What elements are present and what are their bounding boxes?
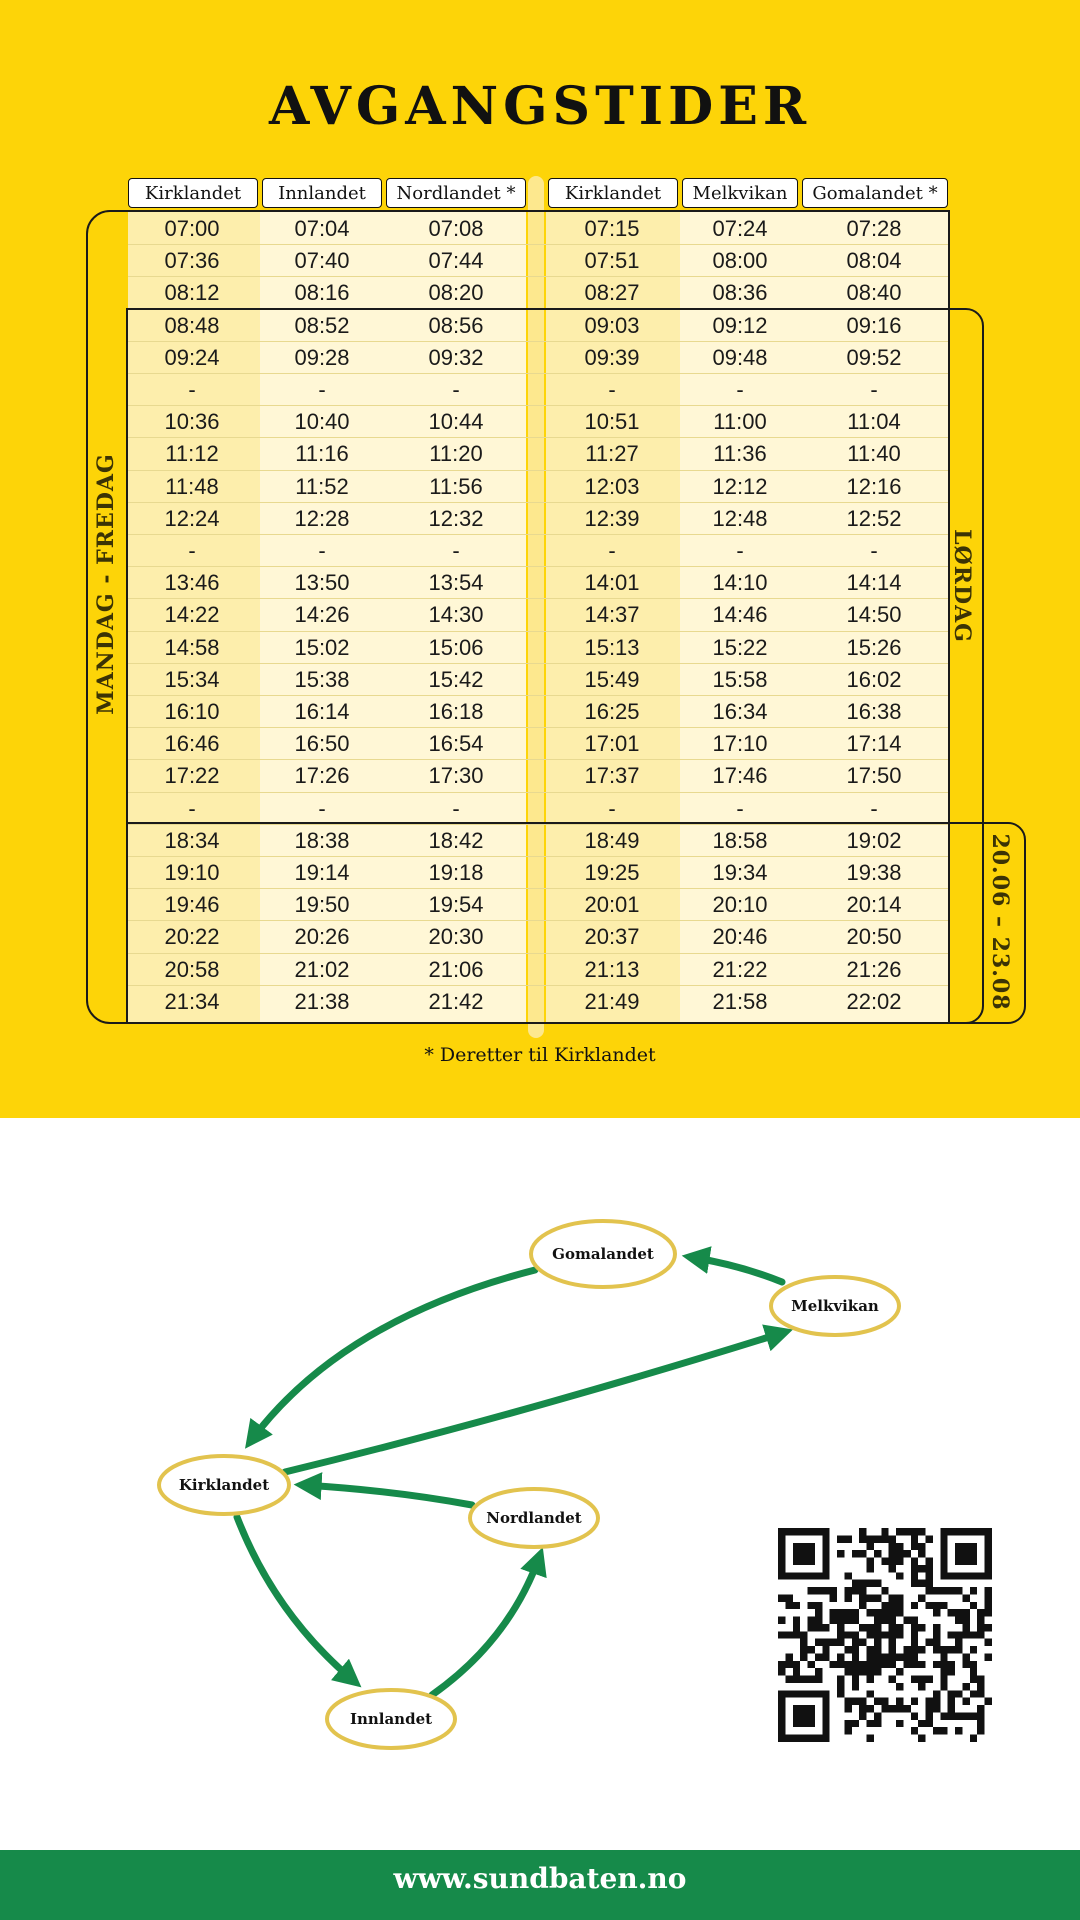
summer-bracket xyxy=(126,822,1026,1024)
departure-time: 11:27 xyxy=(585,441,639,467)
departure-time: - xyxy=(736,538,744,563)
departure-time: 21:38 xyxy=(294,988,350,1014)
departure-time: 15:13 xyxy=(584,634,640,660)
summer-label: 20.06 – 23.08 xyxy=(987,833,1013,1011)
departure-time: 21:49 xyxy=(584,988,640,1014)
departure-time: 20:50 xyxy=(846,924,902,950)
departure-time: 15:02 xyxy=(294,634,350,660)
stop-innlandet: Innlandet xyxy=(349,1710,433,1728)
departure-time: 14:22 xyxy=(164,602,220,628)
route-arrow-nordlandet-kirklandet xyxy=(302,1485,472,1505)
departure-time: 16:10 xyxy=(164,699,220,724)
departure-time: 17:14 xyxy=(846,731,902,757)
departure-time: 19:14 xyxy=(294,860,350,885)
page-title: AVGANGSTIDER xyxy=(268,76,812,137)
departure-time: 11:52 xyxy=(295,473,349,499)
departure-time: 07:08 xyxy=(428,216,484,241)
header-melkvikan: Melkvikan xyxy=(682,178,798,208)
departure-time: 12:28 xyxy=(294,505,350,531)
departure-time: 08:12 xyxy=(164,280,220,306)
departure-time: 19:18 xyxy=(428,860,484,885)
departure-time: 16:25 xyxy=(584,699,640,724)
route-arrow-kirklandet-innlandet xyxy=(237,1517,355,1682)
departure-time: 09:24 xyxy=(164,344,220,370)
departure-time: 11:12 xyxy=(165,441,219,467)
stop-melkvikan: Melkvikan xyxy=(791,1297,879,1315)
departure-time: 14:14 xyxy=(846,570,902,596)
departure-time: 08:40 xyxy=(846,280,902,306)
departure-time: 12:12 xyxy=(712,473,768,499)
departure-time: 12:48 xyxy=(712,505,768,531)
departure-time: 19:02 xyxy=(846,827,902,853)
departure-time: 15:26 xyxy=(846,634,902,660)
departure-time: 16:34 xyxy=(712,699,768,724)
departure-time: 07:36 xyxy=(164,248,220,274)
departure-time: 17:50 xyxy=(846,763,902,789)
departure-time: 14:50 xyxy=(846,602,902,628)
header-innlandet: Innlandet xyxy=(262,178,382,208)
departure-time: 20:22 xyxy=(164,924,220,950)
departure-time: - xyxy=(188,377,196,402)
departure-time: 11:48 xyxy=(165,473,219,499)
departure-time: 15:49 xyxy=(584,666,640,692)
departure-time: 09:39 xyxy=(584,344,640,370)
departure-time: 21:22 xyxy=(712,956,768,982)
departure-time: - xyxy=(608,538,616,563)
departure-time: 12:52 xyxy=(846,505,902,531)
departure-time: 08:27 xyxy=(584,280,640,306)
departure-time: 17:37 xyxy=(584,763,640,789)
departure-time: 17:26 xyxy=(294,763,350,789)
departure-time: 15:34 xyxy=(164,666,220,692)
departure-time: 07:15 xyxy=(584,216,640,241)
departure-time: 08:16 xyxy=(294,280,350,306)
departure-time: 14:01 xyxy=(584,570,640,596)
departure-time: 20:26 xyxy=(294,924,350,950)
qr-code[interactable] xyxy=(778,1528,992,1742)
departure-time: - xyxy=(870,538,878,563)
departure-time: 08:36 xyxy=(712,280,768,306)
departure-time: 21:58 xyxy=(712,988,768,1014)
departure-time: 22:02 xyxy=(846,988,902,1014)
departure-time: 15:22 xyxy=(712,634,768,660)
departure-time: 18:49 xyxy=(584,827,640,853)
departure-time: 07:28 xyxy=(846,216,902,241)
departure-time: 14:26 xyxy=(294,602,350,628)
departure-time: 14:10 xyxy=(712,570,768,596)
departure-time: 11:36 xyxy=(713,441,767,467)
departure-time: 14:30 xyxy=(428,602,484,628)
departure-time: 07:24 xyxy=(712,216,768,241)
departure-time: 09:28 xyxy=(294,344,350,370)
header-kirklandet: Kirklandet xyxy=(128,178,258,208)
departure-time: 09:52 xyxy=(846,344,902,370)
departure-time: 19:54 xyxy=(428,892,484,918)
departure-time: - xyxy=(870,377,878,402)
departure-time: - xyxy=(452,377,460,402)
departure-time: 20:37 xyxy=(584,924,640,950)
departure-time: 18:42 xyxy=(428,827,484,853)
departure-time: 15:06 xyxy=(428,634,484,660)
departure-time: 12:03 xyxy=(584,473,640,499)
departure-time: 17:22 xyxy=(164,763,220,789)
departure-time: 19:46 xyxy=(164,892,220,918)
departure-time: 12:39 xyxy=(584,505,640,531)
departure-time: - xyxy=(318,795,326,821)
header-gomalandet: Gomalandet * xyxy=(802,178,948,208)
saturday-label: LØRDAG xyxy=(949,529,975,643)
departure-time: 20:10 xyxy=(712,892,768,918)
departure-time: 19:25 xyxy=(584,860,640,885)
departure-time: 16:54 xyxy=(428,731,484,757)
header-kirklandet-return: Kirklandet xyxy=(548,178,678,208)
departure-time: 18:58 xyxy=(712,827,768,853)
departure-time: 07:40 xyxy=(294,248,350,274)
departure-time: - xyxy=(452,538,460,563)
departure-time: 09:16 xyxy=(846,312,902,338)
departure-time: 21:13 xyxy=(584,956,640,982)
departure-time: 20:30 xyxy=(428,924,484,950)
departure-time: 18:38 xyxy=(294,827,350,853)
departure-time: 08:56 xyxy=(428,312,484,338)
departure-time: 09:32 xyxy=(428,344,484,370)
departure-time: - xyxy=(318,538,326,563)
departure-time: 12:24 xyxy=(164,505,220,531)
departure-time: 09:03 xyxy=(584,312,640,338)
footnote: * Deretter til Kirklandet xyxy=(424,1044,656,1066)
departure-time: - xyxy=(188,795,196,821)
departure-time: 13:50 xyxy=(294,570,350,596)
stop-gomalandet: Gomalandet xyxy=(552,1245,654,1263)
departure-time: 12:16 xyxy=(846,473,902,499)
departure-time: 09:48 xyxy=(712,344,768,370)
departure-time: 19:50 xyxy=(294,892,350,918)
departure-time: 12:32 xyxy=(428,505,484,531)
departure-time: 15:58 xyxy=(712,666,768,692)
departure-time: 14:46 xyxy=(712,602,768,628)
departure-time: 14:37 xyxy=(584,602,640,628)
departure-time: - xyxy=(870,795,878,821)
departure-time: 17:01 xyxy=(584,731,640,757)
departure-time: 20:01 xyxy=(584,892,640,918)
weekday-label: MANDAG - FREDAG xyxy=(93,453,119,715)
departure-time: 07:00 xyxy=(164,216,220,241)
departure-time: 11:00 xyxy=(713,409,767,435)
departure-time: 09:12 xyxy=(712,312,768,338)
departure-time: 16:46 xyxy=(164,731,220,757)
departure-time: 21:42 xyxy=(428,988,484,1014)
departure-time: - xyxy=(608,795,616,821)
departure-time: 21:06 xyxy=(428,956,484,982)
departure-time: 08:48 xyxy=(164,312,220,338)
website-link[interactable]: www.sundbaten.no xyxy=(393,1862,687,1895)
departure-time: 17:46 xyxy=(712,763,768,789)
departure-time: 07:44 xyxy=(428,248,484,274)
departure-time: - xyxy=(736,795,744,821)
departure-time: 17:30 xyxy=(428,763,484,789)
departure-time: 11:16 xyxy=(295,441,349,467)
departure-time: 16:50 xyxy=(294,731,350,757)
departure-time: 08:00 xyxy=(712,248,768,274)
departure-time: 13:54 xyxy=(428,570,484,596)
header-nordlandet: Nordlandet * xyxy=(386,178,526,208)
departure-time: 08:04 xyxy=(846,248,902,274)
route-arrow-melkvikan-gomalandet xyxy=(690,1257,782,1282)
departure-time: 21:26 xyxy=(846,956,902,982)
departure-time: 14:58 xyxy=(164,634,220,660)
departure-time: 07:04 xyxy=(294,216,350,241)
departure-time: - xyxy=(736,377,744,402)
departure-time: 20:14 xyxy=(846,892,902,918)
departure-time: 11:56 xyxy=(429,473,483,499)
departure-time: 19:38 xyxy=(846,860,902,885)
departure-time: 21:02 xyxy=(294,956,350,982)
departure-time: 19:34 xyxy=(712,860,768,885)
departure-time: 07:51 xyxy=(584,248,640,274)
departure-time: - xyxy=(608,377,616,402)
departure-time: 16:38 xyxy=(846,699,902,724)
departure-time: 11:04 xyxy=(847,409,901,435)
departure-time: 10:51 xyxy=(584,409,640,435)
route-arrow-kirklandet-melkvikan xyxy=(285,1332,785,1472)
departure-time: - xyxy=(452,795,460,821)
departure-time: 20:46 xyxy=(712,924,768,950)
departure-time: 08:20 xyxy=(428,280,484,306)
departure-time: 20:58 xyxy=(164,956,220,982)
departure-time: - xyxy=(318,377,326,402)
stop-kirklandet: Kirklandet xyxy=(178,1476,270,1494)
departure-time: 16:18 xyxy=(428,699,484,724)
departure-time: - xyxy=(188,538,196,563)
departure-time: 16:02 xyxy=(846,666,902,692)
departure-time: 10:36 xyxy=(164,409,220,435)
departure-time: 16:14 xyxy=(294,699,350,724)
stop-nordlandet: Nordlandet xyxy=(486,1509,582,1527)
departure-time: 11:20 xyxy=(429,441,483,467)
departure-time: 11:40 xyxy=(847,441,901,467)
route-arrow-innlandet-nordlandet xyxy=(432,1555,540,1695)
departure-time: 10:40 xyxy=(294,409,350,435)
departure-time: 18:34 xyxy=(164,827,220,853)
departure-time: 17:10 xyxy=(712,731,768,757)
departure-time: 13:46 xyxy=(164,570,220,596)
departure-time: 15:38 xyxy=(294,666,350,692)
departure-time: 10:44 xyxy=(428,409,484,435)
departure-time: 08:52 xyxy=(294,312,350,338)
departure-time: 21:34 xyxy=(164,988,220,1014)
departure-time: 15:42 xyxy=(428,666,484,692)
departure-time: 19:10 xyxy=(164,860,220,885)
